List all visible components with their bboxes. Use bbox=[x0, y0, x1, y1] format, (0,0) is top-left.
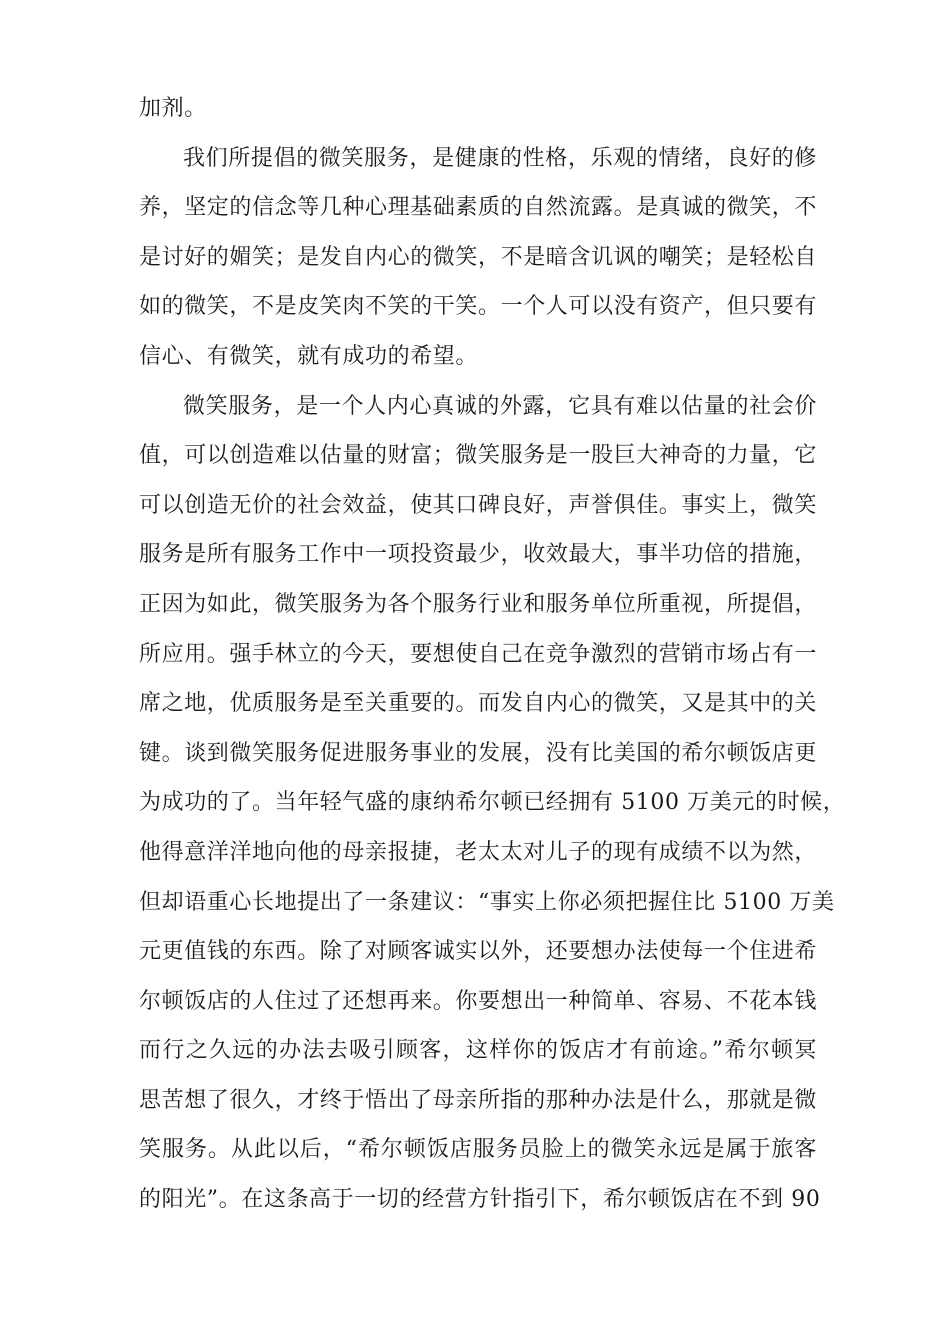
text-line: 席之地，优质服务是至关重要的。而发自内心的微笑，又是其中的关 bbox=[139, 691, 818, 717]
text-line: 所应用。强手林立的今天，要想使自己在竞争激烈的营销市场占有一 bbox=[139, 641, 818, 667]
text-line: 是讨好的媚笑；是发自内心的微笑，不是暗含讥讽的嘲笑；是轻松自 bbox=[139, 244, 818, 270]
text-line: 但却语重心长地提出了一条建议：“事实上你必须把握住比 5100 万美 bbox=[139, 889, 835, 915]
text-line: 信心、有微笑，就有成功的希望。 bbox=[139, 343, 479, 369]
text-line: 尔顿饭店的人住过了还想再来。你要想出一种简单、容易、不花本钱 bbox=[139, 988, 818, 1014]
text-line: 如的微笑，不是皮笑肉不笑的干笑。一个人可以没有资产，但只要有 bbox=[139, 294, 818, 320]
text-line: 他得意洋洋地向他的母亲报捷，老太太对儿子的现有成绩不以为然， bbox=[139, 839, 818, 865]
text-line: 元更值钱的东西。除了对顾客诚实以外，还要想办法使每一个住进希 bbox=[139, 939, 818, 965]
paragraph-first-line: 我们所提倡的微笑服务，是健康的性格，乐观的情绪，良好的修 bbox=[183, 145, 817, 171]
text-line: 思苦想了很久，才终于悟出了母亲所指的那种办法是什么，那就是微 bbox=[139, 1087, 818, 1113]
text-line: 加剂。 bbox=[139, 96, 207, 121]
document-body bbox=[139, 84, 846, 1225]
text-line: 可以创造无价的社会效益，使其口碑良好，声誉俱佳。事实上，微笑 bbox=[139, 492, 818, 518]
text-line: 的阳光”。在这条高于一切的经营方针指引下，希尔顿饭店在不到 90 bbox=[139, 1187, 821, 1213]
paragraph-first-line: 微笑服务，是一个人内心真诚的外露，它具有难以估量的社会价 bbox=[183, 393, 817, 419]
text-line: 为成功的了。当年轻气盛的康纳希尔顿已经拥有 5100 万美元的时候， bbox=[139, 790, 846, 816]
text-line: 正因为如此，微笑服务为各个服务行业和服务单位所重视，所提倡， bbox=[139, 591, 818, 617]
text-line: 养，坚定的信念等几种心理基础素质的自然流露。是真诚的微笑，不 bbox=[139, 195, 818, 221]
text-line: 键。谈到微笑服务促进服务事业的发展，没有比美国的希尔顿饭店更 bbox=[139, 740, 818, 766]
text-line: 服务是所有服务工作中一项投资最少，收效最大，事半功倍的措施， bbox=[139, 542, 818, 568]
text-line: 而行之久远的办法去吸引顾客，这样你的饭店才有前途。”希尔顿冥 bbox=[139, 1038, 817, 1064]
text-line: 笑服务。从此以后，“希尔顿饭店服务员脸上的微笑永远是属于旅客 bbox=[139, 1137, 817, 1163]
text-line: 值，可以创造难以估量的财富；微笑服务是一股巨大神奇的力量，它 bbox=[139, 443, 818, 469]
